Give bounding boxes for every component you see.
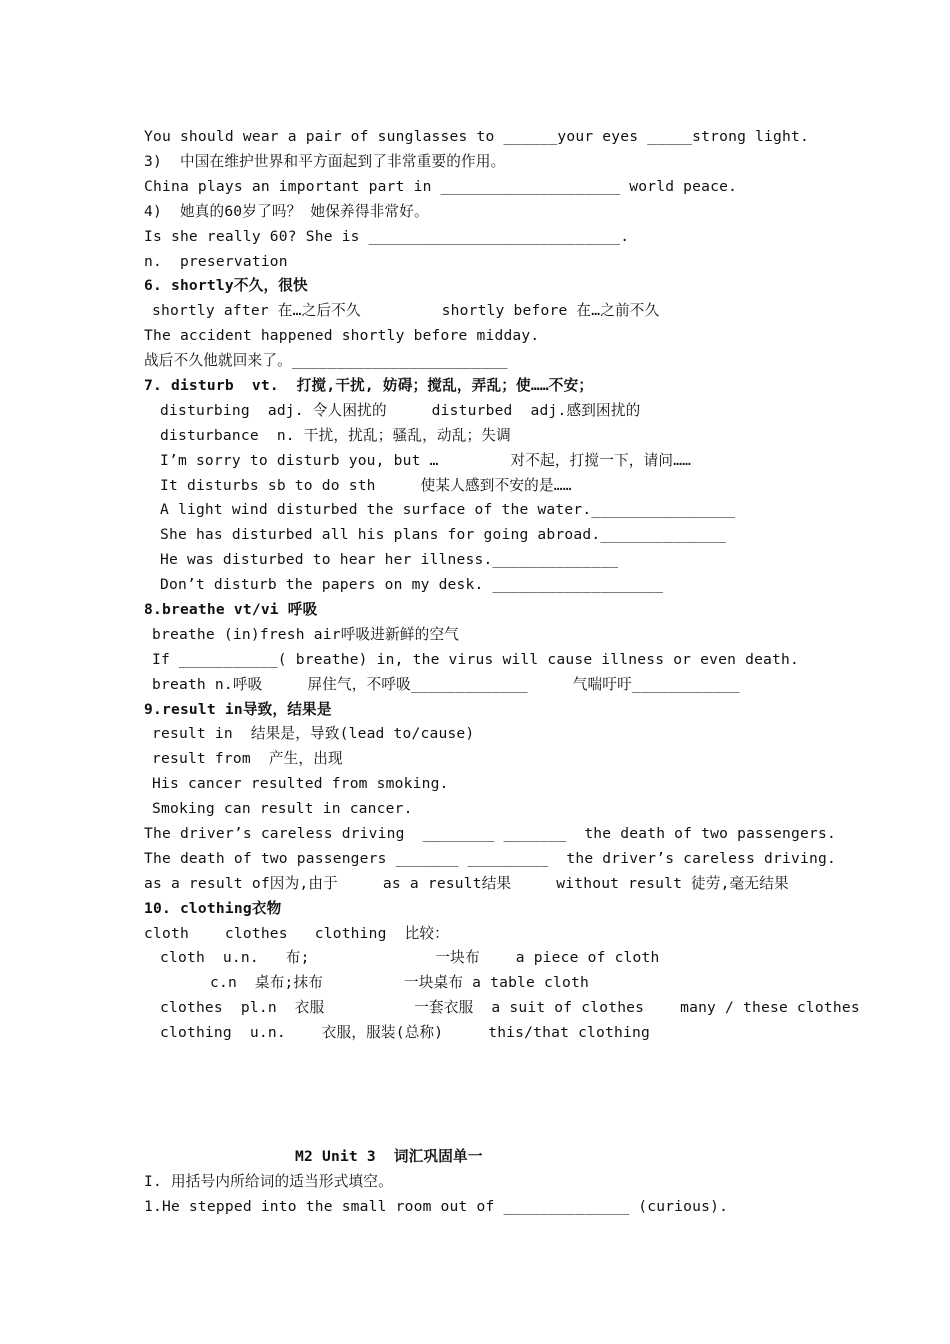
text-line: The death of two passengers _______ _________ the driver’s careless driving. <box>144 850 836 867</box>
text-line: She has disturbed all his plans for going abroad.______________ <box>160 526 727 543</box>
text-line: Is she really 60? She is ____________________________. <box>144 228 630 245</box>
text-line: 3) 中国在维护世界和平方面起到了非常重要的作用。 <box>144 153 506 170</box>
text-line: The accident happened shortly before midday. <box>144 327 540 344</box>
text-line: cloth u.n. 布; 一块布 a piece of cloth <box>160 949 660 966</box>
text-line: disturbance n. 干扰，扰乱；骚乱，动乱；失调 <box>160 427 511 444</box>
text-line: A light wind disturbed the surface of the water.________________ <box>160 501 736 518</box>
section-heading: 6. shortly不久，很快 <box>144 277 308 294</box>
text-line: 战后不久他就回来了。________________________ <box>144 352 508 369</box>
text-line: clothing u.n. 衣服，服装(总称) this/that clothing <box>160 1024 650 1041</box>
text-line: breath n.呼吸 屏住气，不呼吸_____________ 气喘吁吁____________ <box>152 676 740 693</box>
text-line: It disturbs sb to do sth 使某人感到不安的是…… <box>160 477 572 494</box>
text-line: He was disturbed to hear her illness.______________ <box>160 551 619 568</box>
text-line: c.n 桌布;抹布 一块桌布 a table cloth <box>210 974 589 991</box>
text-line: You should wear a pair of sunglasses to ______your eyes _____strong light. <box>144 128 809 145</box>
text-line: 1.He stepped into the small room out of ______________ (curious). <box>144 1198 729 1215</box>
text-line: I. 用括号内所给词的适当形式填空。 <box>144 1173 393 1190</box>
text-line: breathe (in)fresh air呼吸进新鲜的空气 <box>152 626 460 643</box>
text-line: as a result of因为,由于 as a result结果 without result 徒劳,毫无结果 <box>144 875 789 892</box>
unit-title: M2 Unit 3 词汇巩固单一 <box>295 1148 483 1165</box>
text-line: disturbing adj. 令人困扰的 disturbed adj.感到困扰的 <box>160 402 641 419</box>
text-line: The driver’s careless driving ________ _______ the death of two passengers. <box>144 825 836 842</box>
text-line: China plays an important part in ____________________ world peace. <box>144 178 738 195</box>
section-heading: 8.breathe vt/vi 呼吸 <box>144 601 318 618</box>
text-line: cloth clothes clothing 比较： <box>144 925 449 942</box>
section-heading: 7. disturb vt. 打搅,干扰, 妨碍；搅乱，弄乱；使……不安； <box>144 377 594 394</box>
text-line: 4) 她真的60岁了吗？ 她保养得非常好。 <box>144 203 429 220</box>
text-line: If ___________( breathe) in, the virus will cause illness or even death. <box>152 651 800 668</box>
text-line: His cancer resulted from smoking. <box>152 775 449 792</box>
text-line: result from 产生，出现 <box>152 750 343 767</box>
text-line: result in 结果是，导致(lead to/cause) <box>152 725 475 742</box>
text-line: Don’t disturb the papers on my desk. ___________________ <box>160 576 664 593</box>
text-line: shortly after 在…之后不久 shortly before 在…之前不久 <box>152 302 660 319</box>
section-heading: 10. clothing衣物 <box>144 900 282 917</box>
section-heading: 9.result in导致，结果是 <box>144 701 332 718</box>
text-line: Smoking can result in cancer. <box>152 800 413 817</box>
text-line: n. preservation <box>144 253 288 270</box>
text-line: clothes pl.n 衣服 一套衣服 a suit of clothes many / these clothes <box>160 999 860 1016</box>
text-line: I’m sorry to disturb you, but … 对不起，打搅一下，请问…… <box>160 452 692 469</box>
